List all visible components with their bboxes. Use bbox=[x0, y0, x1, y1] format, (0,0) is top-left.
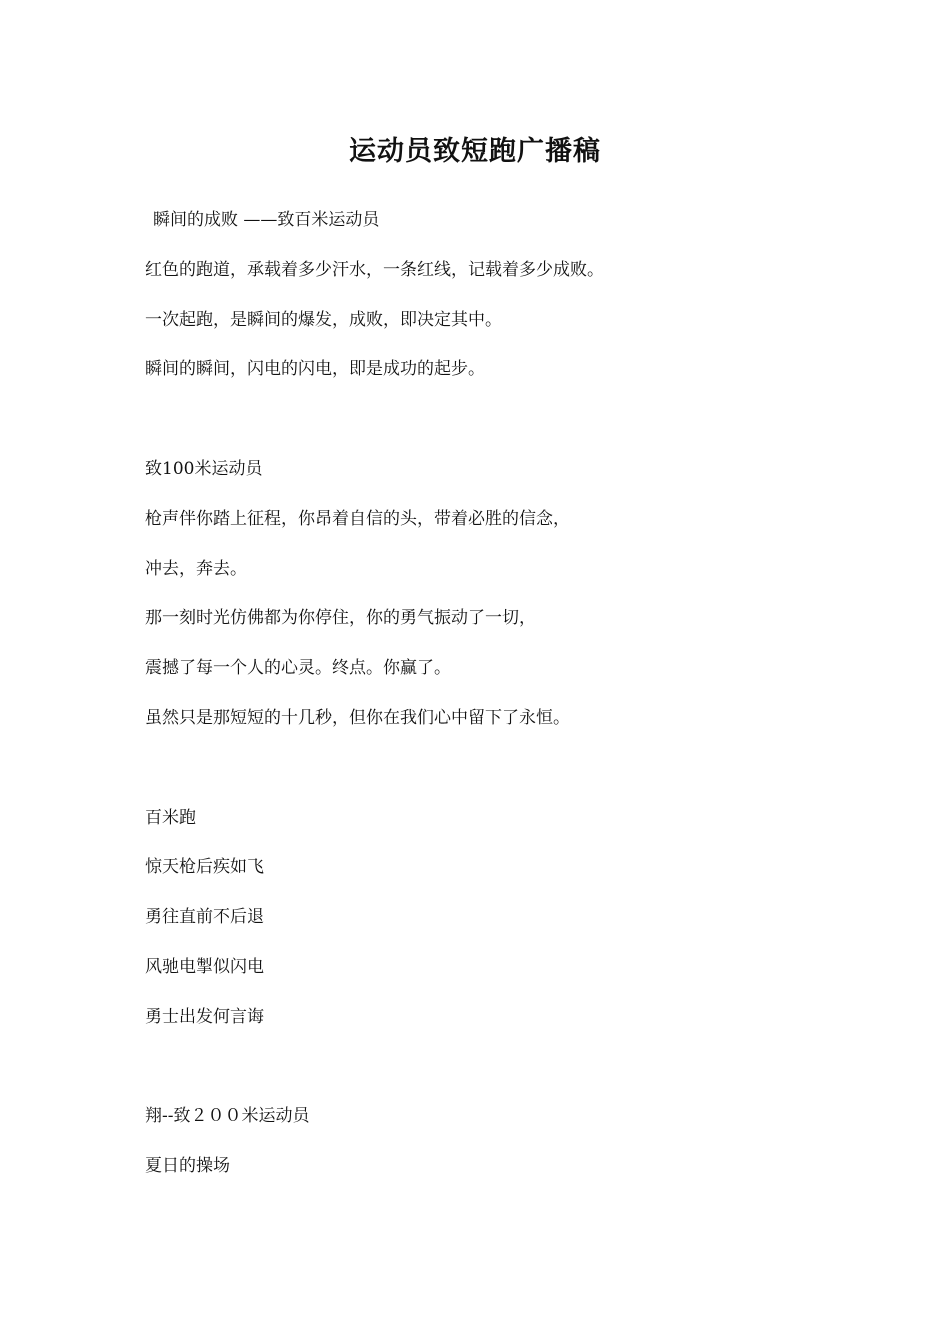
document-title: 运动员致短跑广播稿 bbox=[349, 136, 601, 167]
section-heading: 翔--致２００米运动员 bbox=[145, 1106, 310, 1126]
poem-line: 风驰电掣似闪电 bbox=[145, 957, 264, 977]
poem-line: 惊天枪后疾如飞 bbox=[145, 857, 264, 877]
poem-line: 勇往直前不后退 bbox=[145, 907, 264, 927]
paragraph-line: 冲去，奔去。 bbox=[145, 559, 247, 579]
paragraph-line: 瞬间的成败 ——致百米运动员 bbox=[153, 210, 380, 230]
paragraph-line: 夏日的操场 bbox=[145, 1156, 230, 1176]
section-heading: 百米跑 bbox=[145, 808, 196, 828]
paragraph-line: 虽然只是那短短的十几秒，但你在我们心中留下了永恒。 bbox=[145, 708, 570, 728]
paragraph-line: 枪声伴你踏上征程，你昂着自信的头，带着必胜的信念， bbox=[145, 509, 570, 529]
section-heading: 致100米运动员 bbox=[145, 459, 263, 479]
poem-line: 勇士出发何言诲 bbox=[145, 1007, 264, 1027]
paragraph-line: 红色的跑道，承载着多少汗水，一条红线，记载着多少成败。 bbox=[145, 260, 604, 280]
paragraph-line: 那一刻时光仿佛都为你停住，你的勇气振动了一切， bbox=[145, 608, 536, 628]
paragraph-line: 震撼了每一个人的心灵。终点。你赢了。 bbox=[145, 658, 451, 678]
paragraph-line: 瞬间的瞬间，闪电的闪电，即是成功的起步。 bbox=[145, 359, 485, 379]
paragraph-line: 一次起跑，是瞬间的爆发，成败，即决定其中。 bbox=[145, 310, 502, 330]
